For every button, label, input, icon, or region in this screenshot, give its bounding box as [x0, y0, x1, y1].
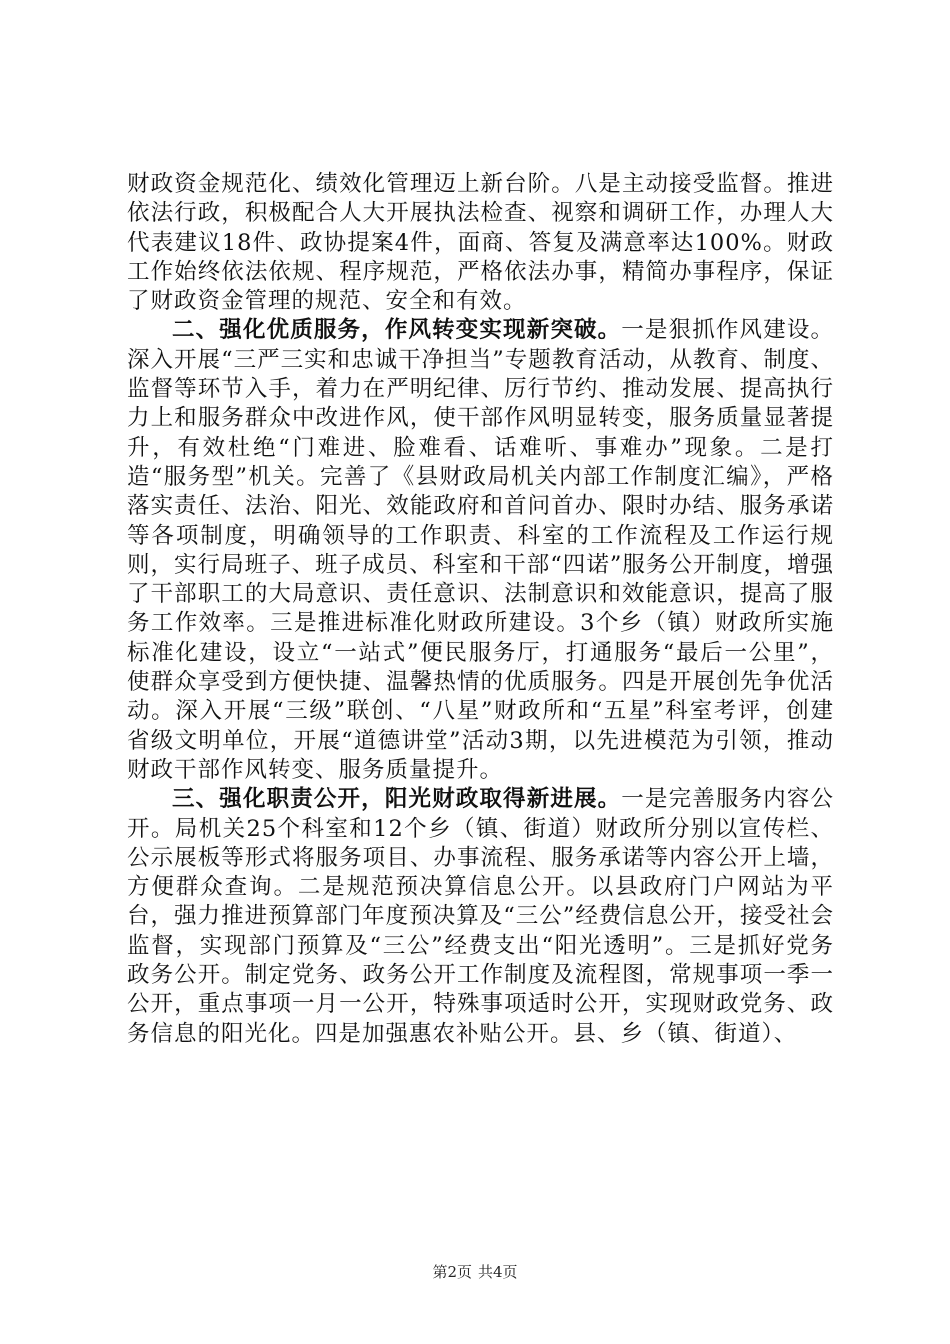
- paragraph-2: [127, 316, 834, 785]
- section-heading-3: 三、强化职责公开，阳光财政取得新进展。: [172, 786, 622, 813]
- page-footer: [0, 1262, 950, 1282]
- paragraph-3: [127, 785, 834, 1049]
- page-number-current: 第2页: [432, 1263, 472, 1281]
- section-heading-2: 二、强化优质服务，作风转变实现新突破。: [172, 317, 622, 344]
- page-number-total: 共4页: [478, 1263, 518, 1281]
- paragraph-1: [127, 170, 834, 316]
- paragraph-1-text: 财政资金规范化、绩效化管理迈上新台阶。八是主动接受监督。推进依法行政，积极配合人大开展执法检查、视察和调研工作，办理人大代表建议18件、政协提案4件，面商、答复及满意率达100%。财政工作始终依法依规、程序规范，严格依法办事，精简办事程序，保证了财政资金管理的规范、安全和有效。: [127, 171, 834, 315]
- document-body: [127, 170, 834, 1049]
- paragraph-3-text: 一是完善服务内容公开。局机关25个科室和12个乡（镇、街道）财政所分别以宣传栏、公示展板等形式将服务项目、办事流程、服务承诺等内容公开上墙，方便群众查询。二是规范预决算信息公开。以县政府门户网站为平台，强力推进预算部门年度预决算及“三公”经费信息公开，接受社会监督，实现部门预算及“三公”经费支出“阳光透明”。三是抓好党务政务公开。制定党务、政务公开工作制度及流程图，常规事项一季一公开，重点事项一月一公开，特殊事项适时公开，实现财政党务、政务信息的阳光化。四是加强惠农补贴公开。县、乡（镇、街道）、: [127, 786, 834, 1047]
- paragraph-2-text: 一是狠抓作风建设。深入开展“三严三实和忠诚干净担当”专题教育活动，从教育、制度、监督等环节入手，着力在严明纪律、厉行节约、推动发展、提高执行力上和服务群众中改进作风，使干部作风明显转变，服务质量显著提升，有效杜绝“门难进、脸难看、话难听、事难办”现象。二是打造“服务型”机关。完善了《县财政局机关内部工作制度汇编》，严格落实责任、法治、阳光、效能政府和首问首办、限时办结、服务承诺等各项制度，明确领导的工作职责、科室的工作流程及工作运行规则，实行局班子、班子成员、科室和干部“四诺”服务公开制度，增强了干部职工的大局意识、责任意识、法制意识和效能意识，提高了服务工作效率。三是推进标准化财政所建设。3个乡（镇）财政所实施标准化建设，设立“一站式”便民服务厅，打通服务“最后一公里”，使群众享受到方便快捷、温馨热情的优质服务。四是开展创先争优活动。深入开展“三级”联创、“八星”财政所和“五星”科室考评，创建省级文明单位，开展“道德讲堂”活动3期，以先进模范为引领，推动财政干部作风转变、服务质量提升。: [127, 317, 834, 783]
